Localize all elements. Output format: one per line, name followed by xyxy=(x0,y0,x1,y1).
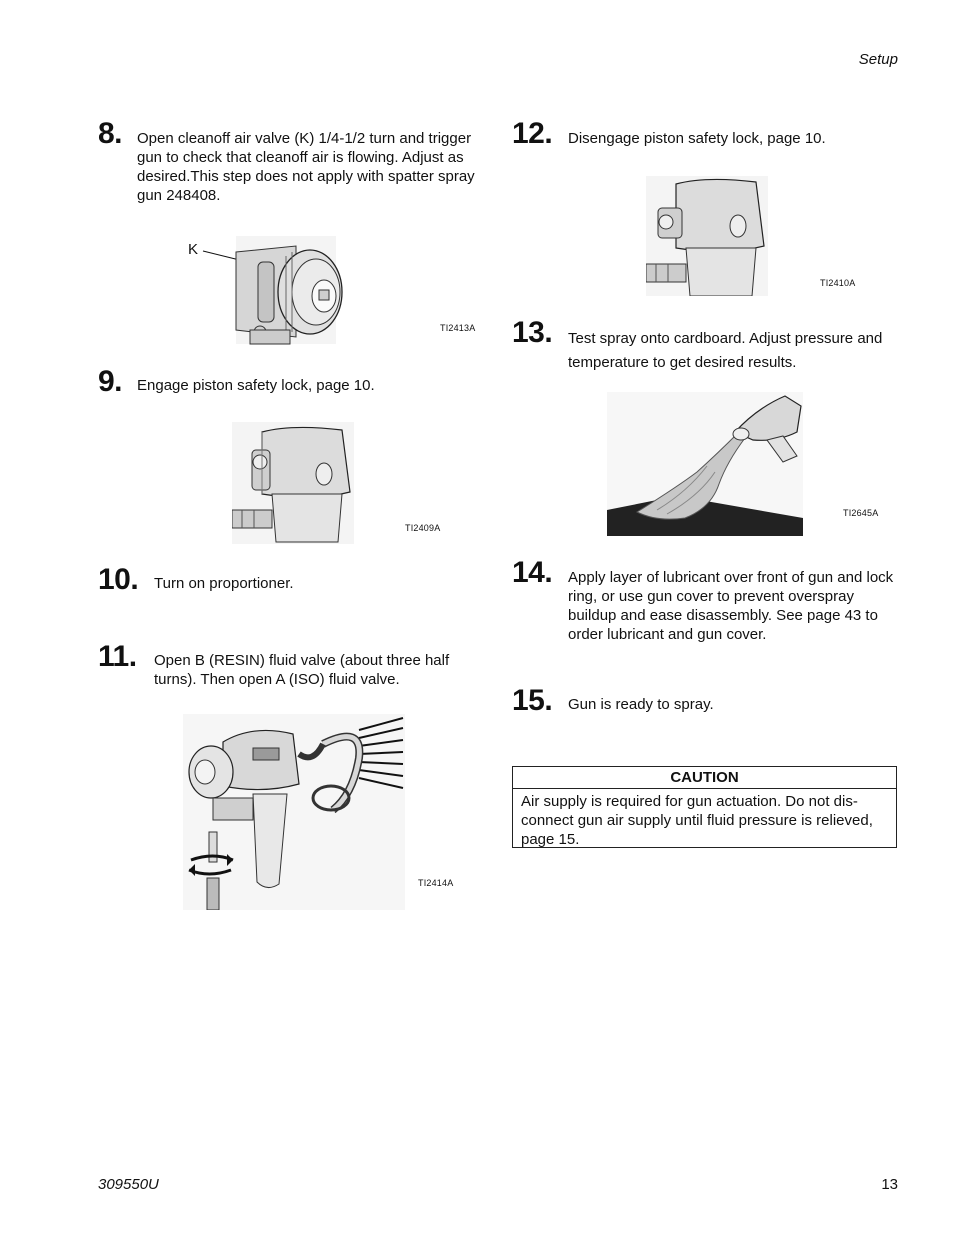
step-9-text: Engage piston safety lock, page 10. xyxy=(137,377,375,394)
gun-fluid-valves-figure xyxy=(183,714,405,910)
gun-front-figure xyxy=(200,232,350,347)
step-15-text: Gun is ready to spray. xyxy=(568,696,714,713)
step-10-text: Turn on proportioner. xyxy=(154,575,294,592)
section-title: Setup xyxy=(858,51,898,68)
step-10-number: 10. xyxy=(98,563,139,596)
step-13-text: Test spray onto cardboard. Adjust pressure and temperature to get desired results. xyxy=(568,330,883,371)
caution-box xyxy=(512,766,897,848)
gun-lock-engaged-figure xyxy=(232,422,354,544)
step-13-number: 13. xyxy=(512,316,553,349)
step-8-text: Open cleanoff air valve (K) 1/4-1/2 turn and trigger gun to check that cleanoff air is flowing. Adjust as desired.This step does not apply with spatter spray gun 248408. xyxy=(137,130,475,204)
caution-text: Air supply is required for gun actuation. Do not dis-connect gun air supply until fluid pressure is relieved, page 15. xyxy=(521,793,873,848)
document-number: 309550U xyxy=(98,1176,159,1193)
step-14-number: 14. xyxy=(512,556,553,589)
figure-label-ti2413a: TI2413A xyxy=(440,323,476,333)
figure-label-ti2414a: TI2414A xyxy=(418,878,454,888)
step-14-text: Apply layer of lubricant over front of gun and lock ring, or use gun cover to prevent overspray buildup and ease disassembly. See page 43 to order lubricant and gun cover. xyxy=(568,569,894,643)
step-9-number: 9. xyxy=(98,365,123,398)
step-12-text: Disengage piston safety lock, page 10. xyxy=(568,130,826,147)
step-15-number: 15. xyxy=(512,684,553,717)
figure-label-ti2410a: TI2410A xyxy=(820,278,856,288)
step-11-text: Open B (RESIN) fluid valve (about three half turns). Then open A (ISO) fluid valve. xyxy=(154,652,450,688)
page-number: 13 xyxy=(881,1176,898,1193)
callout-k: K xyxy=(188,241,199,258)
step-8-number: 8. xyxy=(98,117,123,150)
figure-label-ti2409a: TI2409A xyxy=(405,523,441,533)
caution-title: CAUTION xyxy=(513,767,896,789)
gun-lock-disengaged-figure xyxy=(646,176,768,296)
step-11-number: 11. xyxy=(98,640,137,673)
spray-cardboard-figure xyxy=(607,392,803,536)
step-12-number: 12. xyxy=(512,117,553,150)
figure-label-ti2645a: TI2645A xyxy=(843,508,879,518)
